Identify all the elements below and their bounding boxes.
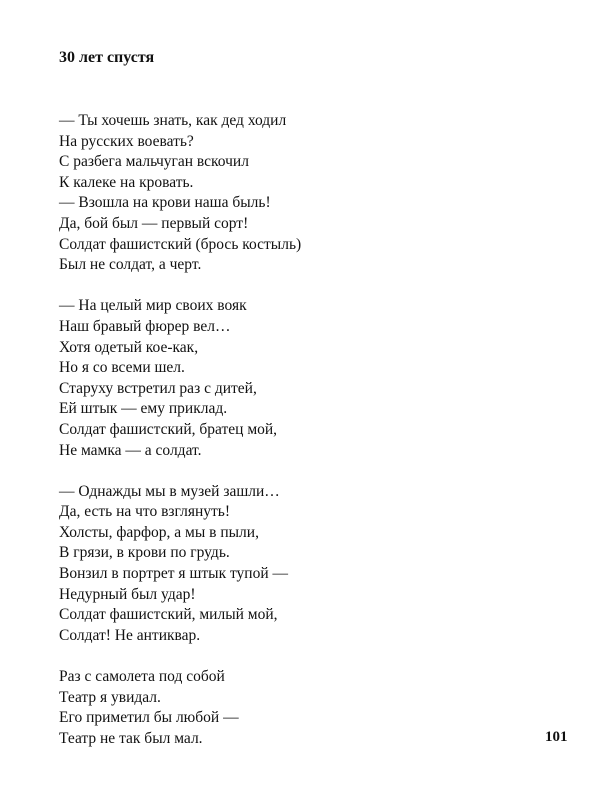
page-number: 101 bbox=[545, 729, 568, 745]
poem-line: На русских воевать? bbox=[59, 132, 194, 150]
stanza-3 bbox=[59, 482, 539, 647]
poem-line: Хотя одетый кое-как, bbox=[59, 338, 199, 356]
poem-body bbox=[59, 111, 539, 770]
poem-line: Да, есть на что взглянуть! bbox=[59, 503, 231, 521]
poem-line: С разбега мальчуган вскочил bbox=[59, 153, 249, 171]
poem-line: Солдат фашистский, милый мой, bbox=[59, 606, 278, 624]
poem-line: Солдат фашистский, братец мой, bbox=[59, 420, 278, 438]
stanza-1 bbox=[59, 111, 539, 276]
poem-line: Наш бравый фюрер вел… bbox=[59, 317, 231, 335]
poem-line: — Однажды мы в музей зашли… bbox=[59, 482, 280, 500]
poem-line: Старуху встретил раз с дитей, bbox=[59, 379, 257, 397]
poem-line: Солдат! Не антиквар. bbox=[59, 626, 201, 644]
poem-line: Вонзил в портрет я штык тупой — bbox=[59, 565, 289, 583]
poem-line: Раз с самолета под собой bbox=[59, 668, 225, 686]
poem-line: Театр не так был мал. bbox=[59, 729, 203, 747]
poem-line: Его приметил бы любой — bbox=[59, 709, 239, 727]
stanza-2 bbox=[59, 296, 539, 461]
poem-line: — Взошла на крови наша быль! bbox=[59, 194, 271, 212]
poem-line: Театр я увидал. bbox=[59, 688, 161, 706]
poem-line: В грязи, в крови по грудь. bbox=[59, 544, 230, 562]
poem-line: — Ты хочешь знать, как дед ходил bbox=[59, 112, 287, 129]
poem-line: Ей штык — ему приклад. bbox=[59, 400, 228, 418]
poem-line: Да, бой был — первый сорт! bbox=[59, 214, 249, 232]
poem-line: Недурный был удар! bbox=[59, 585, 196, 603]
poem-line: Не мамка — а солдат. bbox=[59, 441, 202, 459]
poem-line: Солдат фашистский (брось костыль) bbox=[59, 235, 302, 253]
poem-line: Холсты, фарфор, а мы в пыли, bbox=[59, 523, 259, 541]
stanza-4 bbox=[59, 667, 539, 749]
poem-title: 30 лет спустя bbox=[59, 49, 155, 66]
poem-line: Был не солдат, а черт. bbox=[59, 256, 202, 274]
poem-line: К калеке на кровать. bbox=[59, 173, 194, 191]
poem-line: Но я со всеми шел. bbox=[59, 359, 185, 377]
poem-line: — На целый мир своих вояк bbox=[59, 297, 247, 315]
